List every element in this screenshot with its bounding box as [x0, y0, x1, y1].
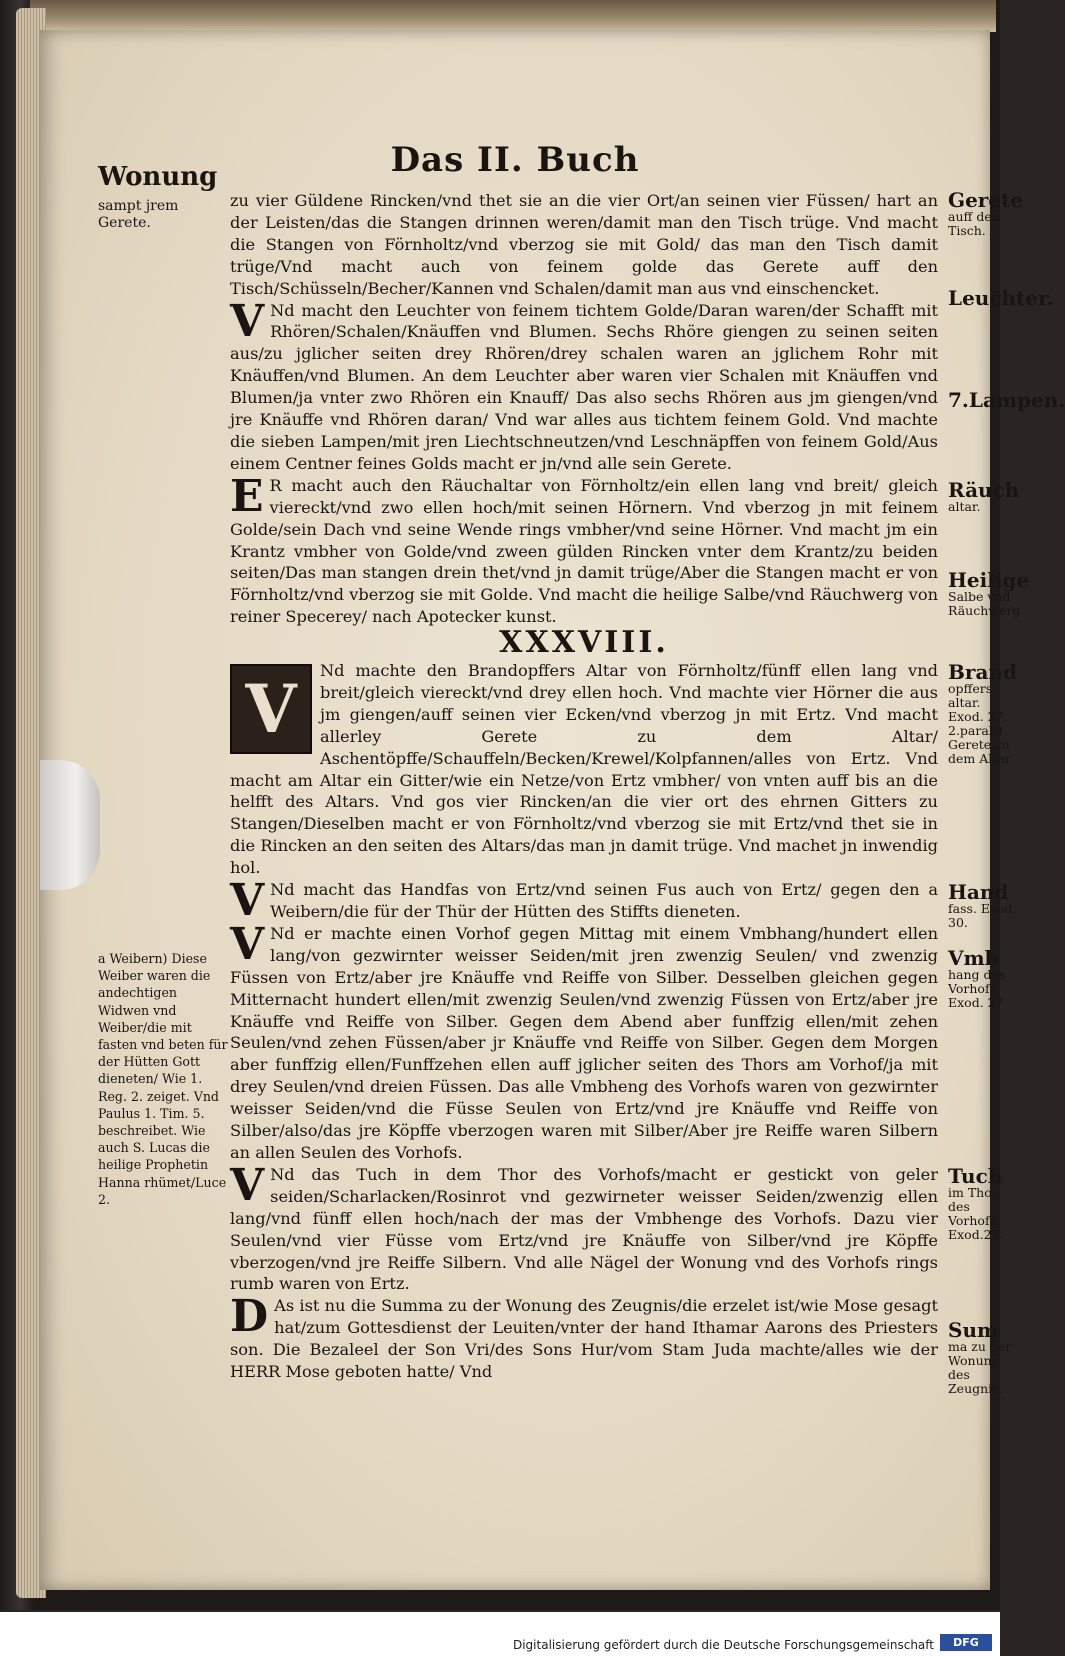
initial-letter: D: [230, 1291, 269, 1343]
paragraph: [230, 470, 938, 628]
paragraph-text: Nd er machte einen Vorhof gegen Mittag mit einem Vmbhang/hundert ellen lang/von gezwirnter weisser Seiden/mit jren zwenzig Seulen/ vnd zwenzig Füssen von Ertz/aber jre Knäuffe vnd Reiffe von Silber. Desselben gleichen gegen Mitternacht hundert ellen/mit zwenzig Seulen/vnd zwenzig Füssen von Ertz/aber jre Knäuffe vnd Reiffe von Silber. Gegen dem Abend aber funffzig ellen/mit zehen Seulen/vnd zehen Füssen/aber jr Knäuffe vnd Reiffe von Silber. Gegen dem Morgen aber funffzig ellen/Funffzehen ellen auff jglicher seiten des Thors am Vorhof/ja mit drey Seulen/vnd dreien Füssen. Das alle Vmbheng des Vorhofs waren von gezwirnter weisser Seiden/vnd die Füsse Seulen von Ertz/vnd jre Knäuffe vnd Reiffe von Silber/also/das jre Köpffe vberzogen waren mit Silber/Aber jre Reiffe waren Silbern an allen Seulen des Vorhofs.: [230, 923, 938, 1162]
page-clip: [40, 760, 100, 890]
book-page: [40, 30, 1065, 1590]
paragraph: [230, 1159, 938, 1295]
margin-note-head: Tuch: [948, 1164, 1003, 1188]
paragraph: [230, 190, 938, 300]
chapter-heading: XXXVIII.: [499, 625, 669, 661]
margin-note-text: im Thor des Vorhofs. Exod.27.: [948, 1185, 1004, 1242]
paragraph-text: zu vier Güldene Rincken/vnd thet sie an die vier Ort/an seinen vier Füssen/ hart an der Leisten/das die Stangen drinnen weren/damit man den Tisch trüge. Vnd macht die Stangen von Förnholtz/vnd vberzog sie mit Gold/ das man den Tisch damit trüge/Vnd macht auch von feinem golde das Gerete auff den Tisch/Schüsseln/Becher/Kannen vnd Schalen/damit man aus vnd einschencket.: [230, 191, 938, 298]
margin-note-head: Leuchter.: [948, 286, 1054, 310]
paragraph: [230, 1291, 938, 1383]
dfg-logo: DFG: [940, 1634, 992, 1651]
margin-note: [948, 662, 1020, 766]
paragraph: [230, 875, 938, 927]
margin-note: [948, 948, 1020, 1010]
initial-letter: V: [230, 875, 265, 927]
margin-note-head: Hand: [948, 880, 1009, 904]
paragraph-text: Nd macht das Handfas von Ertz/vnd seinen Fus auch von Ertz/ gegen den a Weibern/die für der Thür der Hütten des Stiffts dieneten.: [270, 880, 938, 921]
margin-note: [948, 1320, 1020, 1396]
main-text: [230, 190, 938, 1383]
margin-note-head: Räuch: [948, 478, 1020, 502]
section-head: Wonung: [98, 162, 218, 192]
margin-note-head: Gerete: [948, 188, 1024, 212]
paragraph-text: Nd machte den Brandopffers Altar von Förnholtz/fünff ellen lang vnd breit/gleich viereckt/vnd drey ellen hoch. Vnd machte vier Hörner die aus jm giengen/auff seinen vier Ecken/vnd vberzog jn mit Ertz. Vnd macht allerley Gerete zu dem Altar/ Aschentöpffe/Schauffeln/Becken/Krewel/Kolpfannen/alles von Ertz. Vnd macht am Altar ein Gitter/wie ein Netze/von Ertz vmbher/ von vnten auff bis an die helfft des Altars. Vnd gos vier Rincken/an die vier ort des ehrnen Gitters zu Stangen/Dieselben macht er von Förnholtz/vnd vberzog sie mit Ertz/vnd thet sie in die Rincken an den seiten des Altars/das man jn damit trüge. Vnd machet jn inwendig hol.: [230, 661, 938, 878]
margin-note-text: opffers altar. Exod. 27. 2.paral.1. Gerete zu dem Altar: [948, 681, 1011, 766]
paragraph-text: Nd macht den Leuchter von feinem tichtem Golde/Daran waren/der Schafft mit Rhören/Schalen/Knäuffen vnd Blumen. Sechs Rhöre giengen zu seinen seiten aus/zu jglicher seiten drey Rhören/drey schalen waren an jglichem Rohr mit Knäuffen/vnd Blumen. An dem Leuchter aber waren vier Schalen mit Knäuffen vnd Blumen/ja vnter zwo Rhören ein Knauff/ Das also sechs Rhören aus jm giengen/vnd jre Knäuffe vnd Rhören daran/ Vnd war alles aus tichtem feinem Gold. Vnd machte die sieben Lampen/mit jren Liechtschneutzen/vnd Leschnäpffen von feinem Gold/Aus einem Centner feines Golds macht er jn/vnd alle sein Gerete.: [230, 300, 938, 473]
margin-note: [948, 188, 1024, 238]
ornamental-initial: V: [230, 664, 312, 754]
footer-credit: Digitalisierung gefördert durch die Deutsche Forschungsgemeinschaft: [512, 1638, 934, 1652]
paragraph: [230, 295, 938, 475]
initial-letter: V: [230, 1159, 265, 1211]
margin-note: [948, 480, 1020, 514]
initial-letter: V: [230, 295, 265, 347]
margin-note-head: Vmb: [948, 946, 999, 970]
margin-note-text: fass. Exod. 30.: [948, 901, 1017, 930]
margin-note: [948, 568, 1030, 618]
margin-note-text: altar.: [948, 499, 981, 514]
margin-note: [948, 286, 1054, 310]
running-head: Das II. Buch: [390, 140, 640, 180]
paragraph: [230, 660, 938, 879]
section-subhead: sampt jrem Gerete.: [98, 198, 179, 231]
margin-note-head: Heilige: [948, 568, 1030, 592]
footnote: a Weibern) Diese Weiber waren die andechtigen Widwen vnd Weiber/die mit fasten vnd beten für der Hütten Gott dieneten/ Wie 1. Reg. 2. zeiget. Vnd Paulus 1. Tim. 5. beschreibet. Wie auch S. Lucas die heilige Prophetin Hanna rhümet/Luce 2.: [98, 951, 228, 1207]
paragraph-text: As ist nu die Summa zu der Wonung des Zeugnis/die erzelet ist/wie Mose gesagt hat/zum Gottesdienst der Leuiten/vnter der hand Ithamar Aarons des Priesters son. Die Bezaleel der Son Vri/des Sons Hur/vom Stam Juda machte/alles wie der HERR Mose geboten hatte/ Vnd: [230, 1296, 938, 1382]
margin-note-head: Brand: [948, 660, 1017, 684]
margin-note-text: auff den Tisch.: [948, 209, 1000, 238]
margin-note: [948, 388, 1065, 412]
margin-note-text: Salbe vnd Räuchwerg.: [948, 589, 1025, 618]
margin-note-text: ma zu der Wonung des Zeugnis.: [948, 1339, 1012, 1396]
margin-note: [948, 882, 1020, 930]
margin-note-head: Sum: [948, 1318, 999, 1342]
margin-note: [948, 1166, 1020, 1242]
initial-letter: E: [230, 470, 264, 522]
paragraph-text: R macht auch den Räuchaltar von Förnholtz/ein ellen lang vnd breit/ gleich viereckt/vnd zwo ellen hoch/mit seinen Hörnern. Vnd vberzog jn mit feinem Golde/sein Dach vnd seine Wende rings vmbher/vnd seine Hörner. Vnd macht jm ein Krantz vmbher von Golde/vnd zween gülden Rincken vnter dem Krantz/zu beiden seiten/Das man stangen drein thet/vnd jn damit trüge/Aber die Stangen macht er von Förnholtz/vnd vberzog sie mit Golde. Vnd macht die heilige Salbe/vnd Räuchwerg von reiner Specerey/ nach Apotecker kunst.: [230, 475, 938, 627]
paragraph: [230, 918, 938, 1164]
margin-note-text: hang des Vorhofs. Exod. 27: [948, 967, 1006, 1010]
initial-letter: V: [230, 918, 265, 970]
paragraph-text: Nd das Tuch in dem Thor des Vorhofs/macht er gestickt von geler seiden/Scharlacken/Rosinrot vnd gezwirneter weisser Seiden/zwenzig ellen lang/vnd fünff ellen hoch/nach der mas der Vmbhenge des Vorhofs. Dazu vier Seulen/vnd vier Füsse vom Ertz/vnd jre Knäuffe von Silber/vnd jre Köpffe vberzogen/vnd jre Reiffe Silbern. Vnd alle Nägel der Wonung vnd des Vorhofs rings rumb waren von Ertz.: [230, 1164, 938, 1294]
margin-note-head: 7.Lampen.: [948, 388, 1065, 412]
page-top-edge: [30, 0, 996, 32]
